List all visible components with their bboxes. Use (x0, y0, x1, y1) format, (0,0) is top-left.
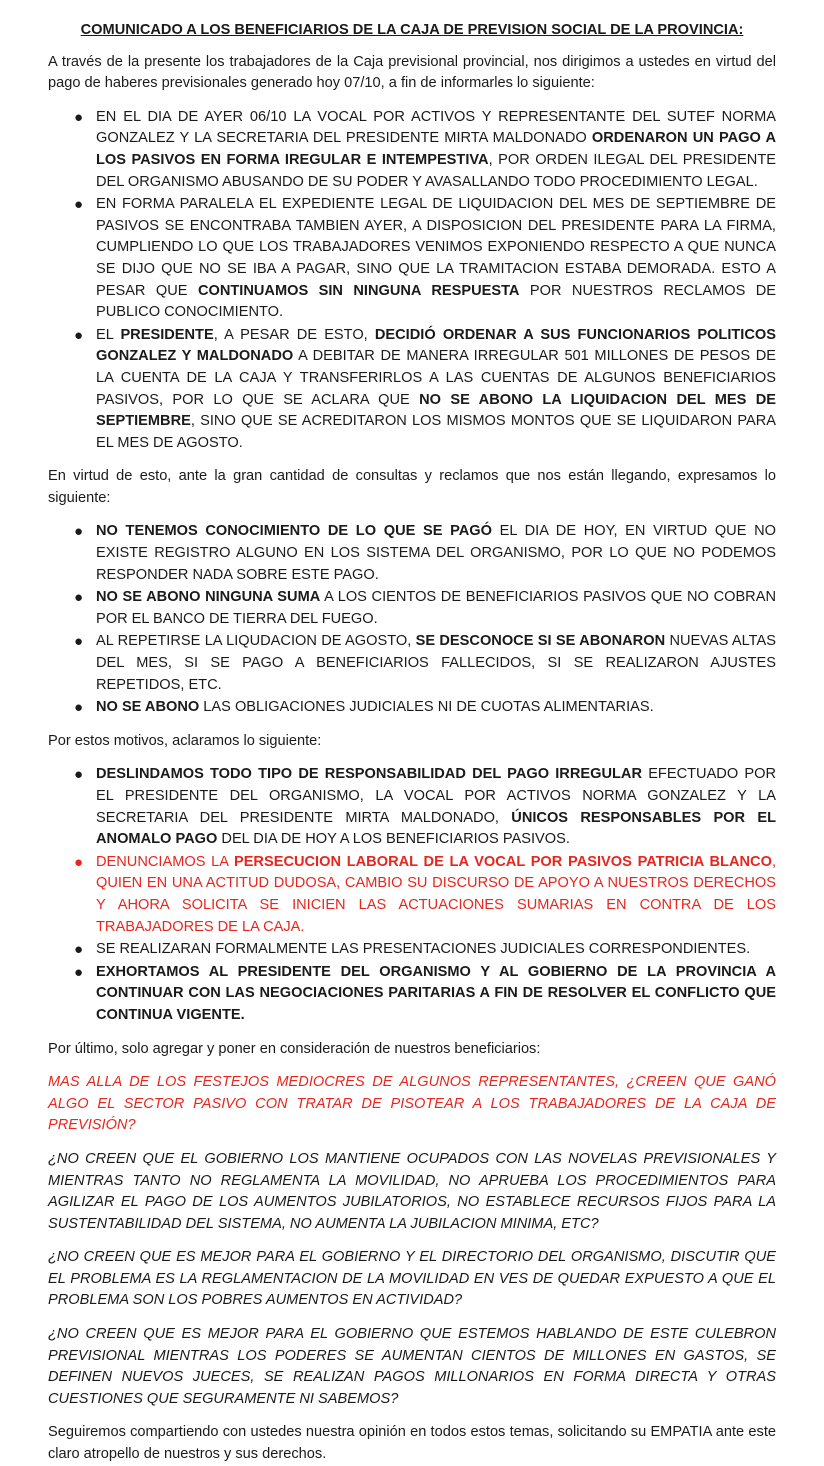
list-text-bold: CONTINUAMOS SIN NINGUNA RESPUESTA (197, 282, 520, 299)
list-item-red (74, 852, 776, 938)
list-text: EL DIA DE HOY, EN VIRTUD QUE NO EXISTE REGISTRO ALGUNO EN LOS SISTEMA DEL ORGANISMO, POR LO QUE NO PODEMOS RESPONDER NADA SOBRE ESTE PAGO. (96, 523, 776, 583)
bullet-icon: ● (74, 699, 84, 717)
list-text-bold: NO SE ABONO (96, 699, 200, 716)
ultimo-paragraph: Por último, solo agregar y poner en consideración de nuestros beneficiarios: (48, 1040, 541, 1057)
clarifications-list (48, 764, 776, 1026)
list-item (74, 962, 776, 1027)
list-text: DENUNCIAMOS LA (96, 853, 234, 870)
list-text: EN FORMA PARALELA EL EXPEDIENTE LEGAL DE LIQUIDACION DEL MES DE SEPTIEMBRE DE PASIVOS SE ENCONTRABA TAMBIEN AYER, A DISPOSICION DEL PRESIDENTE PARA LA FIRMA, CUMPLIENDO LO QUE LOS TRABAJADORES VENIMOS EXPONIENDO RESPECTO A QUE NUNCA SE DIJO QUE NO SE IBA A PAGAR, SINO QUE LA TRAMITACION ESTABA DEMORADA. ESTO A PESAR QUE (96, 196, 776, 299)
list-text: , SINO QUE SE ACREDITARON LOS MISMOS MONTOS QUE SE LIQUIDARON PARA EL MES DE AGOSTO. (96, 413, 776, 451)
list-item (74, 631, 776, 696)
list-item (74, 764, 777, 850)
list-text: EN EL DIA DE AYER 06/10 LA VOCAL POR ACTIVOS Y REPRESENTANTE DEL SUTEF NORMA GONZALEZ Y LA SECRETARIA DEL PRESIDENTE MIRTA MALDONADO (96, 108, 776, 147)
list-text-bold: PERSECUCION LABORAL DE LA VOCAL POR PASIVOS PATRICIA BLANCO (233, 853, 772, 870)
list-text-bold: DESLINDAMOS TODO TIPO DE RESPONSABILIDAD DEL PAGO IRREGULAR (96, 766, 643, 783)
bullet-icon: ● (74, 853, 84, 871)
list-item (74, 939, 776, 961)
intro-paragraph: A través de la presente los trabajadores de la Caja previsional provincial, nos dirigimos a ustedes en virtud del pago de haberes previsionales generado hoy 07/10, a fin de informarles lo siguiente: (48, 53, 776, 92)
list-text: EL (96, 326, 121, 343)
consultas-paragraph: En virtud de esto, ante la gran cantidad de consultas y reclamos que nos están llegando, expresamos lo siguiente: (48, 468, 776, 506)
bullet-icon: ● (74, 523, 84, 541)
list-text-bold: NO SE ABONO NINGUNA SUMA (96, 589, 321, 606)
list-text: LAS OBLIGACIONES JUDICIALES NI DE CUOTAS ALIMENTARIAS. (199, 699, 654, 716)
list-text-bold: DECIDIÓ ORDENAR A SUS FUNCIONARIOS POLITICOS GONZALEZ Y MALDONADO (96, 326, 776, 365)
red-text: MAS ALLA DE LOS (48, 1074, 194, 1091)
bullet-icon: ● (74, 196, 84, 214)
list-text-bold: NO TENEMOS CONOCIMIENTO DE LO QUE SE PAGÓ (96, 523, 493, 540)
red-question-paragraph (48, 1072, 776, 1137)
list-text: DEL DIA DE HOY A LOS BENEFICIARIOS PASIVOS. (217, 831, 570, 848)
list-item (74, 521, 776, 586)
list-text: A DEBITAR DE MANERA IRREGULAR 501 MILLONES DE PESOS DE LA CUENTA DE LA CAJA Y TRANSFERIRLOS A LAS CUENTAS DE ALGUNOS BENEFICIARIOS PASIVOS, POR LO QUE SE ACLARA QUE (96, 348, 777, 408)
bullet-icon: ● (74, 941, 84, 959)
list-text-bold: SE DESCONOCE SI SE ABONARON (415, 633, 666, 650)
list-text-bold: EXHORTAMOS AL PRESIDENTE DEL ORGANISMO Y AL GOBIERNO DE LA PROVINCIA A CONTINUAR CON LAS NEGOCIACIONES PARITARIAS A FIN DE RESOLVER EL CONFLICTO QUE CONTINUA VIGENTE. (96, 963, 776, 1023)
list-text: NUEVAS ALTAS DEL MES, SI SE PAGO A BENEFICIARIOS FALLECIDOS, SI SE REALIZARON AJUSTES REPETIDOS, ETC. (96, 633, 776, 693)
list-item (74, 107, 776, 193)
bullet-icon: ● (74, 766, 84, 784)
list-text-bold: ORDENARON UN PAGO A LOS PASIVOS EN FORMA IREGULAR E INTEMPESTIVA (96, 130, 776, 168)
list-text: SE REALIZARAN FORMALMENTE LAS PRESENTACIONES JUDICIALES CORRESPONDIENTES. (96, 941, 751, 958)
list-item (74, 325, 777, 455)
bullet-icon: ● (74, 589, 84, 607)
document-title: COMUNICADO A LOS BENEFICIARIOS DE LA CAJA DE PREVISION SOCIAL DE LA PROVINCIA: (80, 22, 744, 38)
bullet-icon: ● (74, 326, 84, 344)
list-text: AL REPETIRSE LA LIQUDACION DE AGOSTO, (96, 633, 416, 650)
motivos-paragraph: Por estos motivos, aclaramos lo siguiente: (48, 732, 322, 749)
list-text-bold: ÚNICOS RESPONSABLES POR EL ANOMALO PAGO (96, 809, 776, 848)
closing-paragraph: Seguiremos compartiendo con ustedes nuestra opinión en todos estos temas, solicitando su EMPATIA ante este claro atropello de nuestros y sus derechos. (48, 1424, 776, 1463)
bullet-icon: ● (74, 633, 84, 651)
list-text: POR NUESTROS RECLAMOS DE PUBLICO CONOCIMIENTO. (96, 282, 776, 321)
question-paragraph-1: ¿NO CREEN QUE EL GOBIERNO LOS MANTIENE OCUPADOS CON LAS NOVELAS PREVISIONALES Y MIENTRAS TANTO NO REGLAMENTA LA MOVILIDAD, NO APRUEBA LOS PROCEDIMIENTOS PARA AGILIZAR EL PAGO DE LOS AUMENTOS JUBILATORIOS, NO ESTABLECE RECURSOS FIJOS PARA LA SUSTENTABILIDAD DEL SISTEMA, NO AUMENTA LA JUBILACION MINIMA, ETC? (48, 1150, 776, 1232)
list-text: , A PESAR DE ESTO, (213, 326, 375, 343)
list-text: EFECTUADO POR EL PRESIDENTE DEL ORGANISMO, LA VOCAL POR ACTIVOS NORMA GONZALEZ Y LA SECRETARIA DEL PRESIDENTE MIRTA MALDONADO, (96, 766, 777, 826)
list-text-bold: PRESIDENTE (120, 326, 214, 343)
list-item (74, 587, 776, 630)
red-text-emphasis: FESTEJOS MEDIOCRES DE ALGUNOS REPRESENTANTES, ¿CREEN QUE GANÓ ALGO EL SECTOR PASIVO CON TRATAR DE PISOTEAR A LOS TRABAJADORES DE LA CAJA DE PREVISIÓN? (48, 1074, 777, 1134)
list-text: , POR ORDEN ILEGAL DEL PRESIDENTE DEL ORGANISMO ABUSANDO DE SU PODER Y AVASALLANDO TODO PROCEDIMIENTO LEGAL. (96, 151, 776, 190)
list-item (74, 194, 776, 324)
list-item (74, 697, 776, 719)
list-text: A LOS CIENTOS DE BENEFICIARIOS PASIVOS QUE NO COBRAN POR EL BANCO DE TIERRA DEL FUEGO. (96, 589, 776, 627)
question-paragraph-2: ¿NO CREEN QUE ES MEJOR PARA EL GOBIERNO Y EL DIRECTORIO DEL ORGANISMO, DISCUTIR QUE EL PROBLEMA ES LA REGLAMENTACION DE LA MOVILIDAD EN VES DE QUEDAR EXPUESTO A QUE EL PROBLEMA SON LOS POBRES AUMENTOS EN ACTIVIDAD? (48, 1249, 776, 1309)
facts-list (48, 107, 776, 455)
statements-list (48, 521, 776, 718)
question-paragraph-3: ¿NO CREEN QUE ES MEJOR PARA EL GOBIERNO QUE ESTEMOS HABLANDO DE ESTE CULEBRON PREVISIONAL MIENTRAS LOS PODERES SE AUMENTAN CIENTOS DE MILLONES EN GASTOS, SE DEFINEN NUEVOS JUECES, SE REALIZAN PAGOS MILLONARIOS EN FORMA DIRECTA Y OTRAS CUESTIONES QUE SEGURAMENTE NI SABEMOS? (48, 1326, 776, 1407)
list-text-bold: NO SE ABONO LA LIQUIDACION DEL MES DE SEPTIEMBRE (96, 391, 776, 430)
bullet-icon: ● (74, 963, 84, 981)
list-text: , QUIEN EN UNA ACTITUD DUDOSA, CAMBIO SU DISCURSO DE APOYO A NUESTROS DERECHOS Y AHORA SOLICITA SE INICIEN LAS ACTUACIONES SUMARIAS EN CONTRA DE LOS TRABAJADORES DE LA CAJA. (96, 853, 776, 935)
bullet-icon: ● (74, 108, 84, 126)
